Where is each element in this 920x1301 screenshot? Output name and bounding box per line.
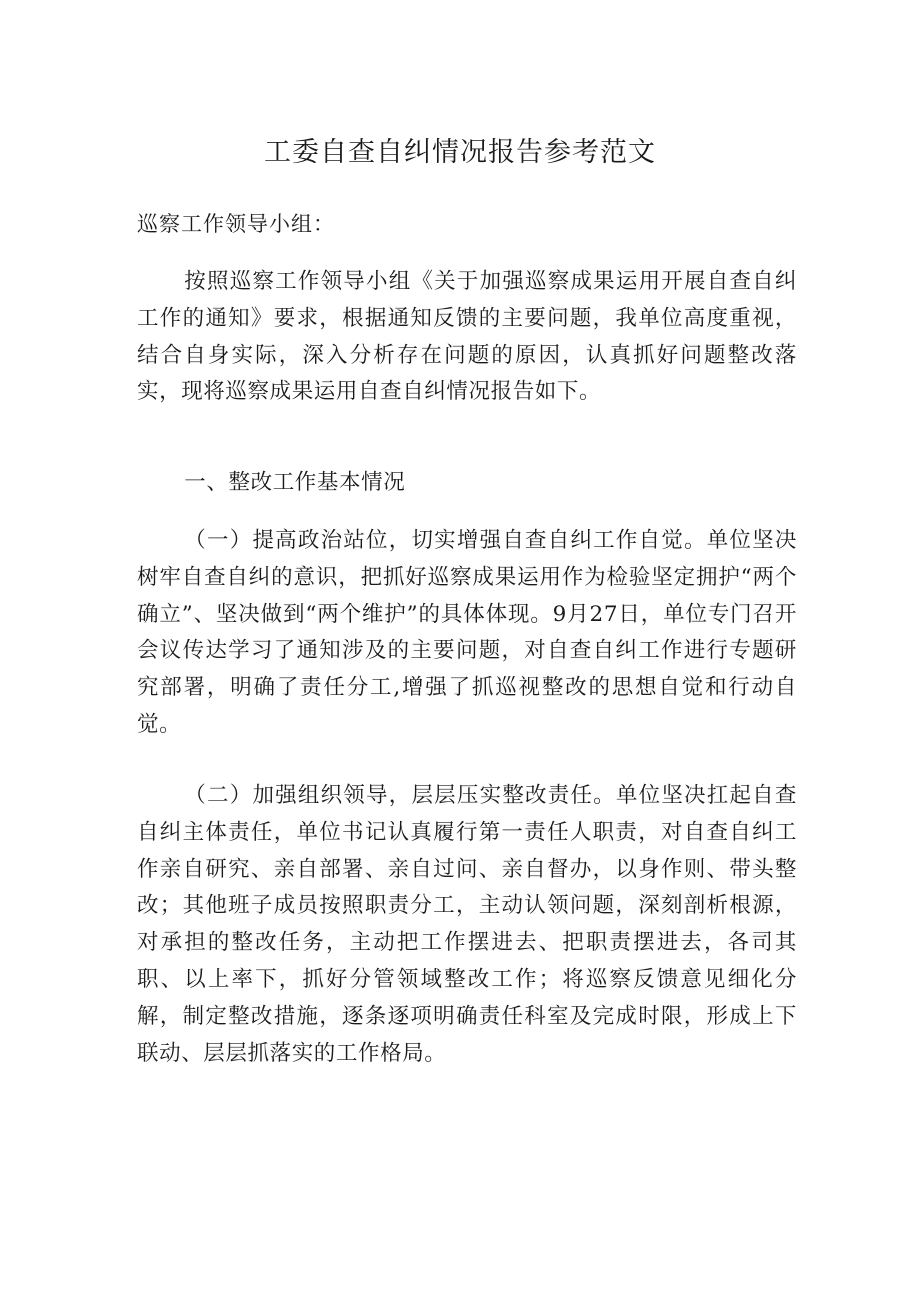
paragraph-intro: 按照巡察工作领导小组《关于加强巡察成果运用开展自查自纠工作的通知》要求，根据通知反馈的主要问题，我单位高度重视，结合自身实际，深入分析存在问题的原因，认真抓好问题整改落实，现将巡察成果运用自查自纠情况报告如下。 xyxy=(137,269,797,405)
paragraph-subsection-2: （二）加强组织领导，层层压实整改责任。单位坚决扛起自查自纠主体责任，单位书记认真履行第一责任人职责，对自查自纠工作亲自研究、亲自部署、亲自过问、亲自督办，以身作则、带头整改；其他班子成员按照职责分工，主动认领问题，深刻剖析根源，对承担的整改任务，主动把工作摆进去、把职责摆进去，各司其职、以上率下，抓好分管领域整改工作；将巡察反馈意见细化分解，制定整改措施，逐条逐项明确责任科室及完成时限，形成上下联动、层层抓落实的工作格局。 xyxy=(137,783,797,1066)
paragraph-subsection-1: （一）提高政治站位，切实增强自查自纠工作自觉。单位坚决树牢自查自纠的意识，把抓好巡察成果运用作为检验坚定拥护“两个确立”、坚决做到“两个维护”的具体体现。9月27日，单位专门召开会议传达学习了通知涉及的主要问题，对自查自纠工作进行专题研究部署，明确了责任分工,增强了抓巡视整改的思想自觉和行动自觉。 xyxy=(137,528,797,737)
salutation: 巡察工作领导小组： xyxy=(137,212,335,236)
section-heading-1: 一、整改工作基本情况 xyxy=(184,470,406,495)
document-title: 工委自查自纠情况报告参考范文 xyxy=(264,137,656,168)
